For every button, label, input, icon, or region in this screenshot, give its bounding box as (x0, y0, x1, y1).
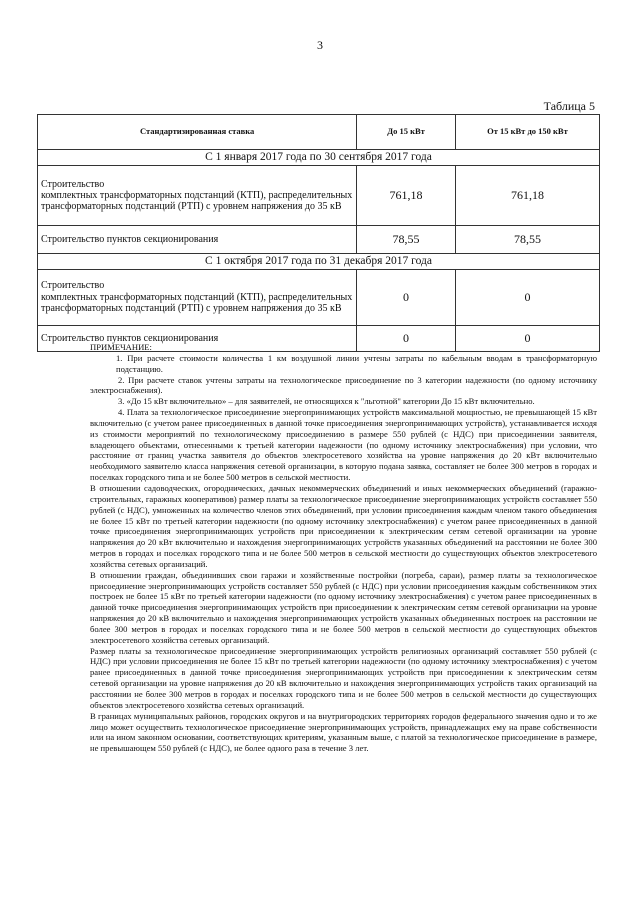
note-1: 1. При расчете стоимости количества 1 км воздушной линии учтены затраты по кабельным вводам в трансформаторную подстанцию. (116, 352, 597, 374)
p1-ktp-value-2: 761,18 (455, 165, 599, 225)
row-ktp-label-line1: Строительство (41, 280, 105, 292)
note-paragraph-religious: Размер платы за технологическое присоединение энергопринимающих устройств религиозных организаций составляет 550 рублей (с НДС) при условии присоединения не более 15 кВт по третьей категории надежности (по одному источнику электроснабжения) с учетом ранее присоединенных в данной точке присоединения энергопринимающих устройств при присоединении к электрическим сетям сетевой организации на уровне напряжения до 20 кВ включительно и нахождения энергопринимающих устройств таких организаций на расстоянии не более 300 метров в городах и поселках городского типа и не более 500 метров в сельской местности до существующих объектов электросетевого хозяйства сетевых организаций. (90, 645, 597, 710)
p1-ktp-value-1: 761,18 (357, 165, 456, 225)
table-header-row (38, 115, 600, 150)
rates-table (37, 114, 600, 352)
table-row (38, 269, 600, 325)
table-row (38, 225, 600, 253)
period-1-label: С 1 января 2017 года по 30 сентября 2017 года (38, 150, 600, 166)
p2-ktp-value-2: 0 (455, 269, 599, 325)
p1-sec-value-2: 78,55 (455, 225, 599, 253)
header-rate: Стандартизированная ставка (38, 115, 357, 150)
p2-sec-value-2: 0 (455, 325, 599, 351)
row-ktp-label-line2: комплектных трансформаторных подстанций (КТП), распределительных трансформаторных подстанций (РТП) с уровнем напряжения до 35 кВ (41, 291, 353, 314)
notes-section (90, 342, 597, 754)
period-2-label: С 1 октября 2017 года по 31 декабря 2017 года (38, 253, 600, 269)
table-row (38, 165, 600, 225)
header-up-to-15: До 15 кВт (357, 115, 456, 150)
row-ktp-label (38, 269, 357, 325)
row-sec-label: Строительство пунктов секционирования (38, 225, 357, 253)
note-paragraph-garages: В отношении граждан, объединивших свои гаражи и хозяйственные постройки (погреба, сараи), размер платы за технологическое присоединение энергопринимающих устройств составляет 550 рублей (с НДС) при условии присоединения каждым собственником этих построек не более 15 кВт по третьей категории надежности (по одному источнику электроснабжения) с учетом ранее присоединенных в данной точке присоединения энергопринимающих устройств при присоединении к электрическим сетям сетевой организации на уровне напряжения до 20 кВ включительно и нахождения энергопринимающих устройств указанных объединенных построек на расстоянии не более 300 метров в городах и поселках городского типа и не более 500 метров в сельской местности до существующих объектов электросетевого хозяйства сетевых организаций. (90, 569, 597, 645)
note-2: 2. При расчете ставок учтены затраты на технологическое присоединение по 3 категории надежности (по одному источнику электроснабжения). (90, 374, 597, 396)
page-number: 3 (317, 38, 323, 52)
row-ktp-label (38, 165, 357, 225)
p2-ktp-value-1: 0 (357, 269, 456, 325)
header-15-to-150: От 15 кВт до 150 кВт (455, 115, 599, 150)
p1-sec-value-1: 78,55 (357, 225, 456, 253)
note-paragraph-limits: В границах муниципальных районов, городских округов и на внутригородских территориях городов федерального значения одно и то же лицо может осуществить технологическое присоединение энергопринимающих устройств, принадлежащих ему на праве собственности или на ином законном основании, соответствующих критериям, указанным выше, с платой за технологическое присоединение в размере, не превышающем 550 рублей (с НДС), не более одного раза в течение 3 лет. (90, 710, 597, 754)
note-3: 3. «До 15 кВт включительно» – для заявителей, не относящихся к "льготной" категории До 15 кВт включительно. (118, 396, 535, 407)
row-ktp-label-line1: Строительство (41, 178, 105, 190)
row-ktp-label-line2: комплектных трансформаторных подстанций (КТП), распределительных трансформаторных подстанций (РТП) с уровнем напряжения до 35 кВ (41, 189, 353, 212)
notes-title: ПРИМЕЧАНИЕ: (90, 342, 152, 352)
period-row (38, 253, 600, 269)
table-caption: Таблица 5 (543, 99, 595, 113)
note-4: 4. Плата за технологическое присоединение энергопринимающих устройств максимальной мощностью, не превышающей 15 кВт включительно (с учетом ранее присоединенных в данной точке присоединения энергопринимающих устройств), устанавливается исходя из стоимости мероприятий по технологическому присоединению в размере 550 рублей (с НДС) при присоединении заявителя, владеющего объектами, отнесенными к третьей категории надежности (по одному источнику электроснабжения) при условии, что расстояние от границ участка заявителя до объектов электросетевого хозяйства на уровне напряжения до 20 кВт включительно необходимого заявителю класса напряжения сетевой организации, в которую подана заявка, составляет не более 300 метров в городах и поселках городского типа и не более 500 метров в сельской местности. (90, 407, 597, 483)
row-sec-label: Строительство пунктов секционирования (38, 325, 357, 351)
period-row (38, 150, 600, 166)
p2-sec-value-1: 0 (357, 325, 456, 351)
note-paragraph-snt: В отношении садоводческих, огороднических, дачных некоммерческих объединений и иных некоммерческих объединений (гаражно-строительных, гаражных кооперативов) размер платы за технологическое присоединение энергопринимающих устройств составляет 550 рублей (с НДС), умноженных на количество членов этих объединений, при условии присоединения каждым членом такого объединения не более 15 кВт по третьей категории надежности (по одному источнику электроснабжения) с учетом ранее присоединенных в данной точке присоединения энергопринимающих устройств при присоединении к электрическим сетям сетевой организации на уровне напряжения до 20 кВт включительно и нахождения энергопринимающих устройств указанных объединений на расстоянии не более 300 метров в городах и поселках городского типа и не более 500 метров в сельской местности до существующих объектов электросетевого хозяйства сетевых организаций. (90, 482, 597, 569)
